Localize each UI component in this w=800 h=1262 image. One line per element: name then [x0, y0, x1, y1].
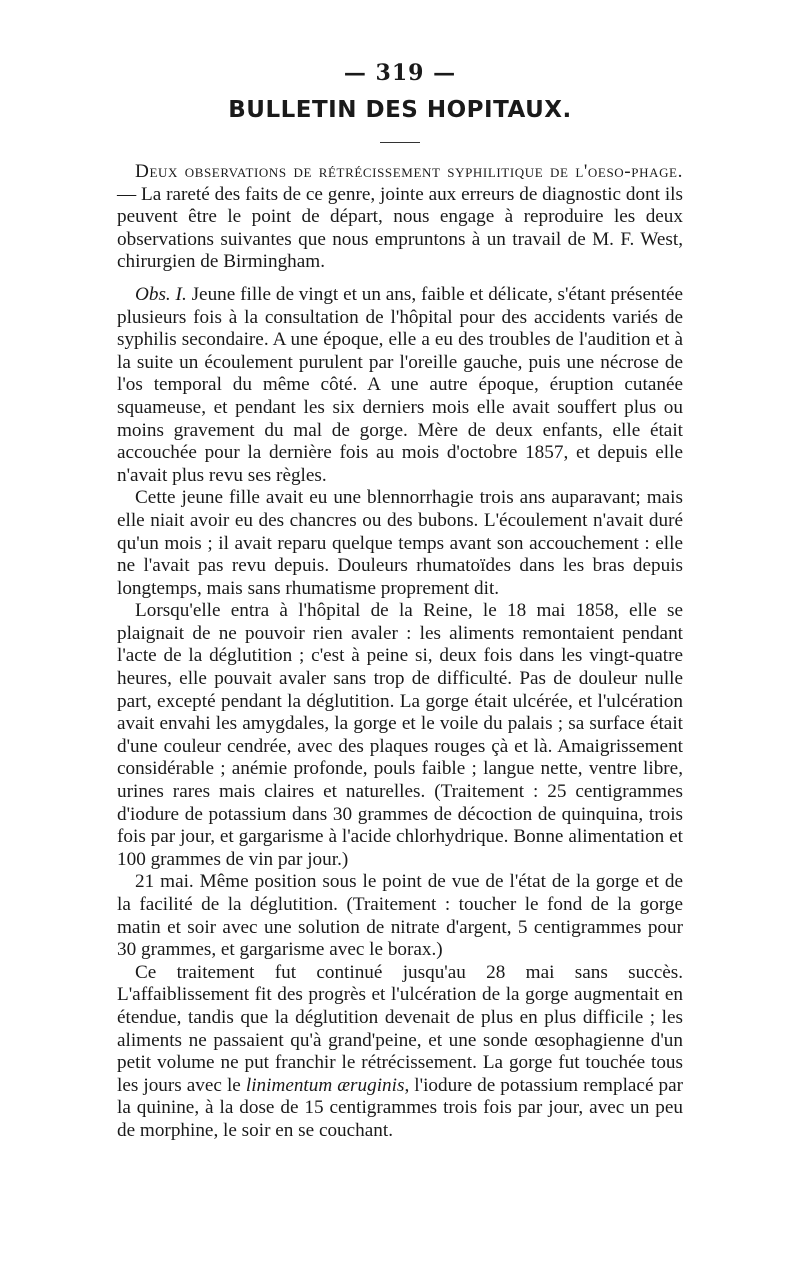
paragraph-history: Cette jeune fille avait eu une blennorrhagie trois ans auparavant; mais elle niait avoir eu des chancres ou des bubons. L'écoulement n'avait duré qu'un mois ; il avait reparu quelque temps avant son accouchement : elle ne l'avait pas revu depuis. Douleurs rhumatoïdes dans les bras depuis longtemps, mais sans rhumatisme proprement dit. [117, 487, 683, 599]
header-rule [380, 142, 420, 143]
article-body [117, 161, 683, 1143]
page-number: — 319 — [343, 60, 457, 86]
linimentum-term: linimentum æruginis [245, 1074, 405, 1096]
article-title [135, 161, 683, 182]
running-head: BULLETIN DES HOPITAUX. [228, 97, 572, 123]
article-title-line1: Deux observations de rétrécissement syphilitique de l'oeso- [135, 161, 632, 182]
book-page [117, 58, 683, 1143]
paragraph-treatment-continued [117, 962, 683, 1143]
paragraph-may-21: 21 mai. Même position sous le point de vue de l'état de la gorge et de la facilité de la déglutition. (Traitement : toucher le fond de la gorge matin et soir avec une solution de nitrate d'argent, 5 centigrammes pour 30 grammes, et gargarisme avec le borax.) [117, 871, 683, 961]
observation-1-text: Jeune fille de vingt et un ans, faible et délicate, s'étant présentée plusieurs fois à la consultation de l'hôpital pour des accidents variés de syphilis secondaire. A une époque, elle a eu des troubles de l'audition et à la suite un écoulement purulent par l'oreille gauche, puis une nécrose de l'os temporal du même côté. A une autre époque, éruption cutanée squameuse, et pendant les six derniers mois elle avait souffert plus ou moins gravement du mal de gorge. Mère de deux enfants, elle était accouchée pour la dernière fois au mois d'octobre 1857, et depuis elle n'avait plus revu ses règles. [117, 283, 683, 486]
paragraph-admission: Lorsqu'elle entra à l'hôpital de la Reine, le 18 mai 1858, elle se plaignait de ne pouvoir rien avaler : les aliments remontaient pendant l'acte de la déglutition ; c'est à peine si, deux fois dans les vingt-quatre heures, elle pouvait avaler sans trop de difficulté. Pas de douleur nulle part, excepté pendant la déglutition. La gorge était ulcérée, et l'ulcération avait envahi les amygdales, la gorge et le voile du palais ; sa surface était d'une couleur cendrée, avec des plaques rouges çà et là. Amaigrissement considérable ; anémie profonde, pouls faible ; langue nette, ventre libre, urines rares mais claires et naturelles. (Traitement : 25 centigrammes d'iodure de potassium dans 30 grammes de décoction de quinquina, trois fois par jour, et gargarisme à l'acide chlorhydrique. Bonne alimentation et 100 grammes de vin par jour.) [117, 600, 683, 870]
treatment-text-after: , l'iodure de potassium remplacé par la quinine, à la dose de 15 centigrammes trois fois par jour, avec un peu de morphine, le soir en se couchant. [117, 1074, 683, 1141]
observation-1-paragraph [117, 284, 683, 487]
intro-text: — La rareté des faits de ce genre, jointe aux erreurs de diagnostic dont ils peuvent être le point de départ, nous engage à reproduire les deux observations suivantes que nous empruntons à un travail de M. F. West, chirurgien de Birmingham. [117, 183, 683, 273]
article-title-line2: phage. [631, 161, 683, 182]
intro-paragraph [117, 161, 683, 274]
observation-label: Obs. I. [135, 283, 187, 305]
treatment-text-before: Ce traitement fut continué jusqu'au 28 mai sans succès. L'affaiblissement fit des progrès et l'ulcération de la gorge augmentait en étendue, tandis que la déglutition devenait de plus en plus difficile ; les aliments ne passaient qu'à grand'peine, et une sonde œsophagienne d'un petit volume ne put franchir le rétrécissement. La gorge fut touchée tous les jours avec le [117, 961, 683, 1096]
